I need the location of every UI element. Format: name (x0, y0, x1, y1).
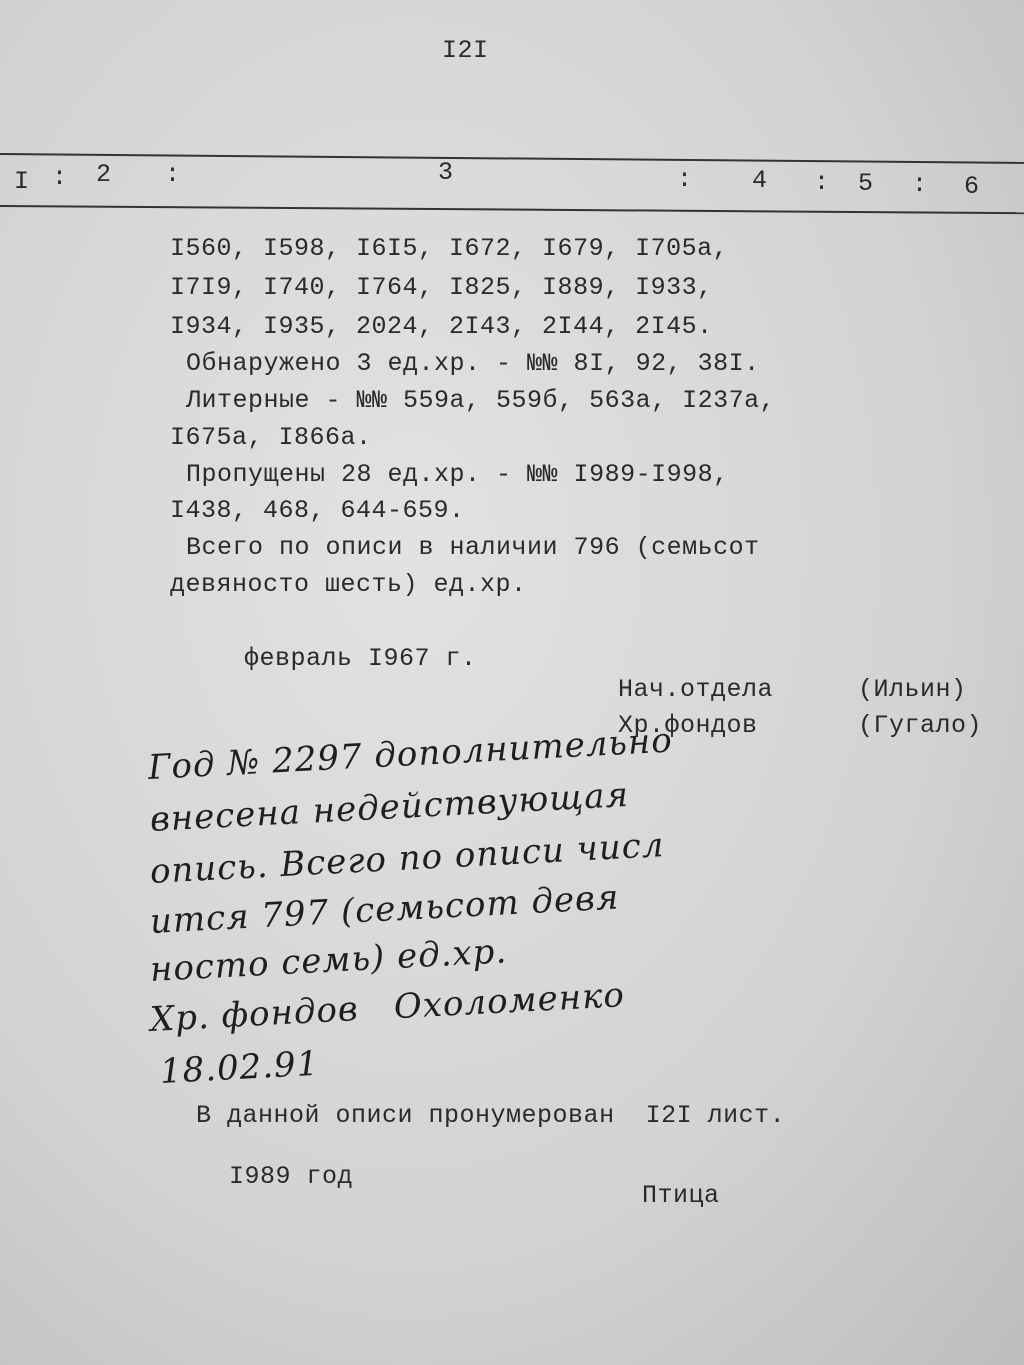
body-line: Обнаружено 3 ед.хр. - №№ 8I, 92, 38I. (186, 349, 760, 378)
handwritten-line: Год № 2297 дополнительно (146, 720, 674, 788)
body-line: I560, I598, I6I5, I672, I679, I705а, (170, 234, 729, 263)
body-line: I438, 468, 644-659. (170, 496, 465, 525)
column-separator: : (165, 160, 181, 189)
handwritten-line: внесена недействующая (148, 774, 630, 840)
column-header-1: I (14, 167, 30, 196)
body-line: Литерные - №№ 559а, 559б, 563а, I237а, (186, 386, 776, 415)
header-rule-bottom (0, 205, 1024, 214)
handwritten-signature-line: Хр. фондов Охоломенко (148, 975, 626, 1040)
column-header-5: 5 (858, 169, 874, 198)
body-line: Всего по описи в наличии 796 (семьсот (186, 533, 760, 562)
footer-line: В данной описи пронумерован I2I лист. (196, 1101, 786, 1130)
handwritten-line: опись. Всего по описи числ (148, 825, 666, 892)
body-line: Пропущены 28 ед.хр. - №№ I989-I998, (186, 460, 729, 489)
body-line: I934, I935, 2024, 2I43, 2I44, 2I45. (170, 312, 713, 341)
handwritten-line: ится 797 (семьсот девя (148, 877, 621, 942)
signature-name: (Ильин) (858, 675, 967, 704)
handwritten-date: 18.02.91 (158, 1043, 321, 1092)
handwritten-line: носто семь) ед.хр. (148, 931, 509, 990)
body-line: I675а, I866а. (170, 423, 372, 452)
footer-signature: Птица (642, 1181, 720, 1210)
column-header-2: 2 (96, 160, 112, 189)
column-separator: : (912, 170, 928, 199)
column-separator: : (677, 165, 693, 194)
column-separator: : (814, 168, 830, 197)
signature-title: Нач.отдела (618, 675, 774, 704)
column-header-3: 3 (438, 158, 454, 187)
column-header-6: 6 (964, 172, 980, 201)
header-rule-top (0, 153, 1024, 164)
body-line: I7I9, I740, I764, I825, I889, I933, (170, 273, 713, 302)
footer-year: I989 год (229, 1162, 354, 1191)
signature-title: Хр.фондов (618, 711, 758, 740)
body-line: девяносто шесть) ед.хр. (170, 570, 527, 599)
column-separator: : (52, 163, 68, 192)
date-line: февраль I967 г. (244, 644, 477, 673)
page-number: I2I (442, 36, 489, 65)
signature-name: (Гугало) (858, 711, 983, 740)
column-header-4: 4 (752, 166, 768, 195)
